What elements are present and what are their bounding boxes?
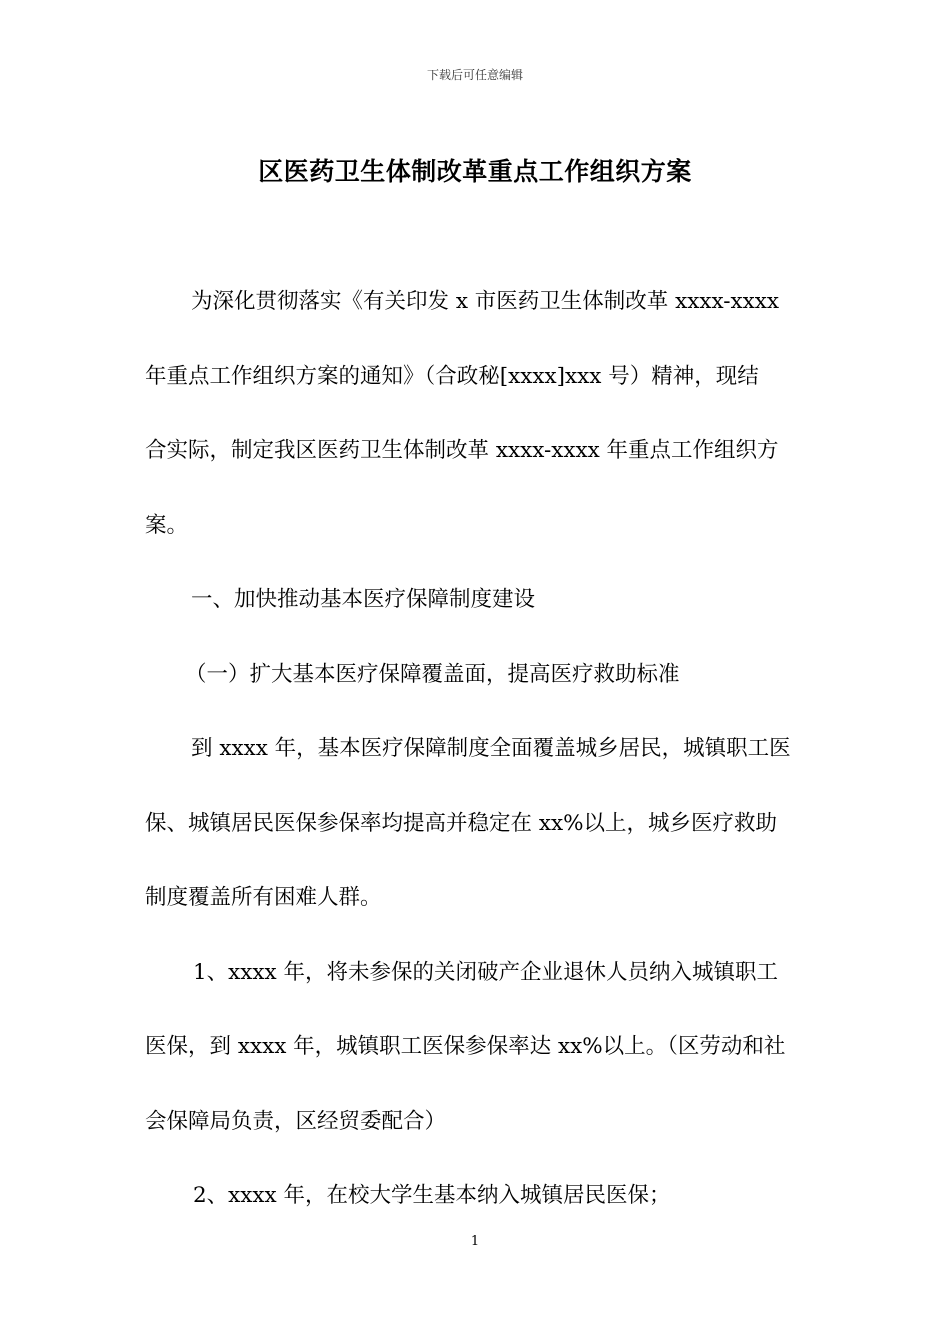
document-body [145,265,810,1234]
section-heading: 一、加快推动基本医疗保障制度建设 [191,587,536,612]
paragraph-line: 保、城镇居民医保参保率均提高并稳定在 xx%以上，城乡医疗救助 [145,810,778,836]
paragraph-line: 案。 [145,512,189,538]
list-item-line: 1、xxxx 年，将未参保的关闭破产企业退休人员纳入城镇职工 [193,959,779,985]
list-item-line: 2、xxxx 年，在校大学生基本纳入城镇居民医保； [193,1183,671,1208]
paragraph-line: 年重点工作组织方案的通知》（合政秘[xxxx]xxx 号）精神，现结 [145,363,759,389]
paragraph-line: 合实际，制定我区医药卫生体制改革 xxxx-xxxx 年重点工作组织方 [145,438,779,463]
list-item-line: 会保障局负责，区经贸委配合） [145,1108,447,1134]
page-header-note: 下载后可任意编辑 [426,68,523,82]
subsection-heading: （一）扩大基本医疗保障覆盖面，提高医疗救助标准 [185,661,680,687]
page-number: 1 [470,1234,480,1249]
paragraph-line: 为深化贯彻落实《有关印发 x 市医药卫生体制改革 xxxx-xxxx [191,289,780,314]
paragraph-line: 到 xxxx 年，基本医疗保障制度全面覆盖城乡居民，城镇职工医 [191,736,791,761]
paragraph-line: 制度覆盖所有困难人群。 [145,885,382,910]
document-title: 区医药卫生体制改革重点工作组织方案 [258,157,692,186]
list-item-line: 医保，到 xxxx 年，城镇职工医保参保率达 xx%以上。（区劳动和社 [145,1034,786,1059]
